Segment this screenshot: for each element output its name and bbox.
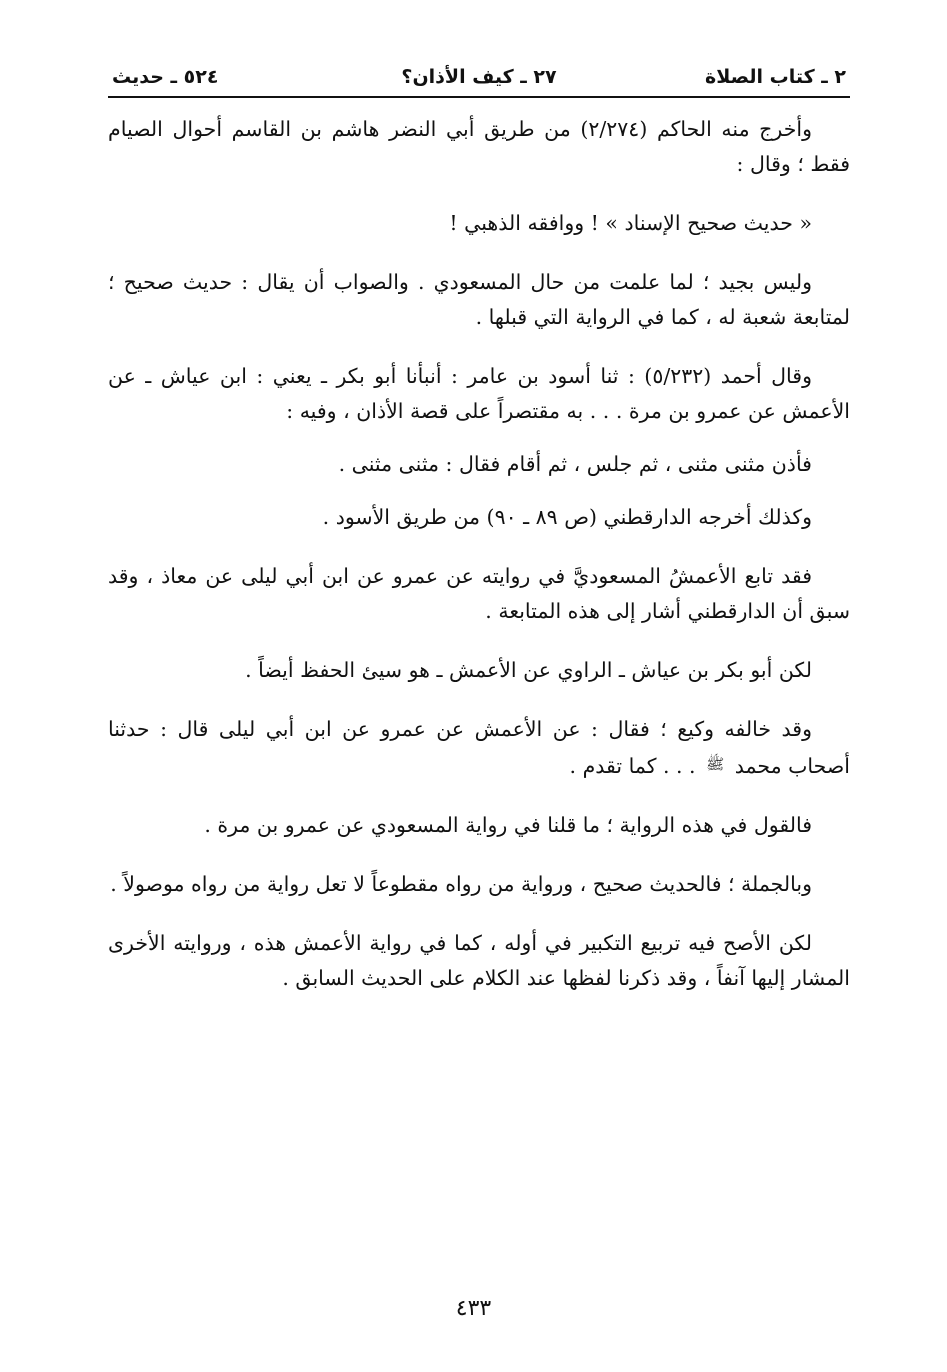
paragraph-mutaba: فقد تابع الأعمشُ المسعوديَّ في روايته عن عمرو عن ابن أبي ليلى عن معاذ ، وقد سبق أن الدارقطني أشار إلى هذه المتابعة .	[108, 564, 850, 623]
page-number: ٤٣٣	[455, 1296, 492, 1321]
paragraph-ahmad-chain: وقال أحمد (٥/٢٣٢) : ثنا أسود بن عامر : أنبأنا أبو بكر ـ يعني : ابن عياش ـ عن الأعمش عن عمرو بن مرة . . . به مقتصراً على قصة الأذان ، وفيه :	[108, 364, 850, 423]
paragraph-correction: وليس بجيد ؛ لما علمت من حال المسعودي . والصواب أن يقال : حديث صحيح ؛ لمتابعة شعبة له ، كما في الرواية التي قبلها .	[108, 270, 850, 329]
paragraph-waki	[108, 712, 850, 784]
paragraph-ruling: فالقول في هذه الرواية ؛ ما قلنا في رواية المسعودي عن عمرو بن مرة .	[204, 813, 812, 837]
paragraph-takbir: لكن الأصح فيه تربيع التكبير في أوله ، كما في رواية الأعمش هذه ، وروايته الأخرى المشار إليها آنفاً ، وقد ذكرنا لفظها عند الكلام على الحديث السابق .	[108, 931, 850, 990]
paragraph-adhan-text: فأذن مثنى مثنى ، ثم جلس ، ثم أقام فقال : مثنى مثنى .	[338, 452, 812, 476]
header-book-title: ٢ ـ كتاب الصلاة	[705, 66, 846, 88]
book-page	[108, 58, 850, 1020]
running-header	[108, 58, 850, 94]
paragraph-summary: وبالجملة ؛ فالحديث صحيح ، ورواية من رواه مقطوعاً لا تعل رواية من رواه موصولاً .	[110, 872, 812, 896]
main-text	[108, 112, 850, 996]
salawat-honorific: ﷺ	[706, 755, 725, 773]
paragraph-waki-text: وقد خالفه وكيع ؛ فقال : عن الأعمش عن عمرو عن ابن أبي ليلى قال : حدثنا أصحاب محمد	[108, 717, 850, 778]
header-hadith-number: ٥٢٤ ـ حديث	[112, 66, 219, 88]
header-chapter-title: ٢٧ ـ كيف الأذان؟	[401, 66, 557, 88]
header-rule	[108, 96, 850, 98]
paragraph-waki-ending: . . . كما تقدم .	[569, 754, 696, 778]
paragraph-hakim-source: وأخرج منه الحاكم (٢/٢٧٤) من طريق أبي النضر هاشم بن القاسم أحوال الصيام فقط ؛ وقال :	[108, 117, 850, 176]
paragraph-hakim-quote: « حديث صحيح الإسناد » ! ووافقه الذهبي !	[449, 211, 812, 235]
paragraph-ibn-ayyash: لكن أبو بكر بن عياش ـ الراوي عن الأعمش ـ هو سيئ الحفظ أيضاً .	[245, 658, 812, 682]
paragraph-daraqutni: وكذلك أخرجه الدارقطني (ص ٨٩ ـ ٩٠) من طريق الأسود .	[322, 505, 812, 529]
